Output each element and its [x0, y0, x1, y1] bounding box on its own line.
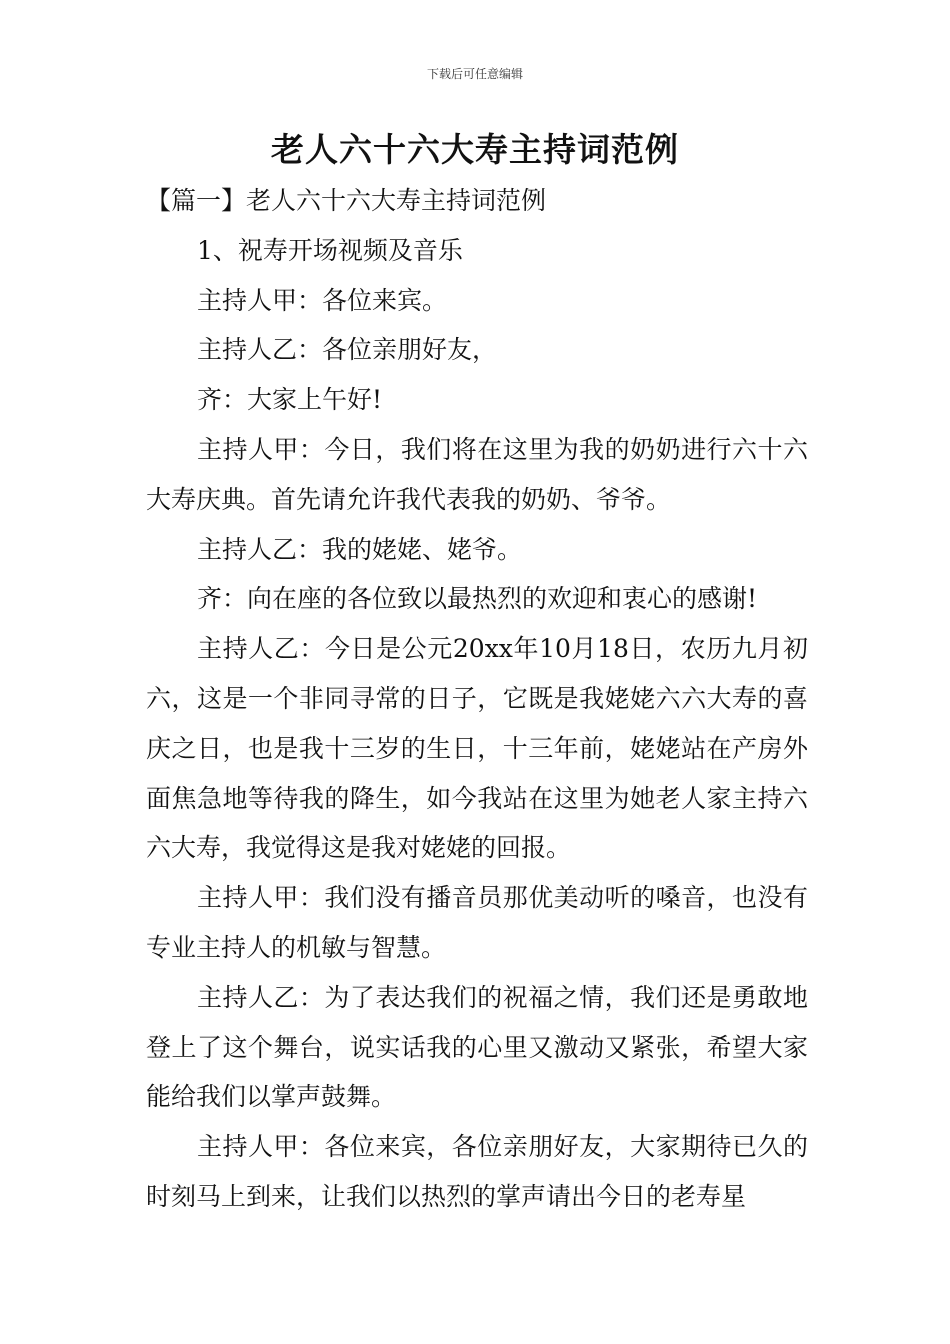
paragraph: 主持人乙：我的姥姥、姥爷。: [197, 534, 523, 564]
paragraph: 主持人甲：我们没有播音员那优美动听的嗓音，也没有专业主持人的机敏与智慧。: [146, 883, 808, 962]
paragraph: 1、祝寿开场视频及音乐: [197, 235, 463, 265]
section-heading: 【篇一】老人六十六大寿主持词范例: [146, 186, 547, 215]
document-title: 老人六十六大寿主持词范例: [271, 130, 679, 169]
paragraph: 齐：大家上午好!: [197, 385, 383, 415]
paragraph: 主持人甲：各位来宾，各位亲朋好友，大家期待已久的时刻马上到来，让我们以热烈的掌声请出今日的老寿星: [146, 1132, 808, 1211]
paragraph: 主持人乙：为了表达我们的祝福之情，我们还是勇敢地登上了这个舞台，说实话我的心里又激动又紧张，希望大家能给我们以掌声鼓舞。: [146, 982, 808, 1112]
header-note: 下载后可任意编辑: [426, 67, 523, 81]
paragraph: 主持人乙：今日是公元20xx年10月18日，农历九月初六，这是一个非同寻常的日子，它既是我姥姥六六大寿的喜庆之日，也是我十三岁的生日，十三年前，姥姥站在产房外面焦急地等待我的降生，如今我站在这里为她老人家主持六六大寿，我觉得这是我对姥姥的回报。: [146, 634, 808, 863]
paragraph: 齐：向在座的各位致以最热烈的欢迎和衷心的感谢!: [197, 584, 758, 614]
document-body: [146, 176, 808, 1222]
paragraph: 主持人甲：各位来宾。: [197, 285, 448, 315]
paragraph: 主持人甲：今日，我们将在这里为我的奶奶进行六十六大寿庆典。首先请允许我代表我的奶奶、爷爷。: [146, 434, 808, 514]
paragraph: 主持人乙：各位亲朋好友，: [197, 335, 498, 365]
